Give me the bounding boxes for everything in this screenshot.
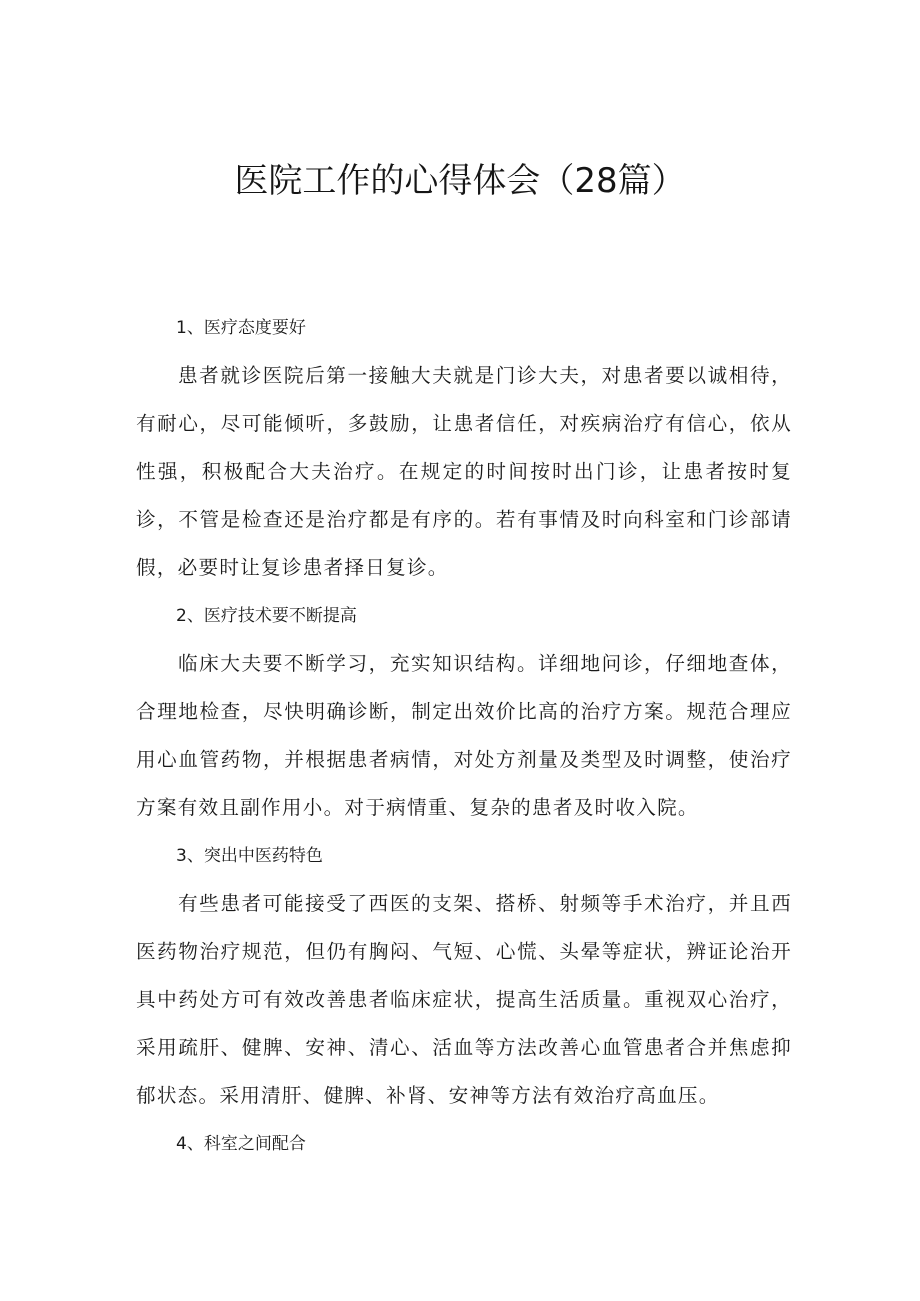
section-paragraph: 患者就诊医院后第一接触大夫就是门诊大夫，对患者要以诚相待，有耐心，尽可能倾听，多鼓励，让患者信任，对疾病治疗有信心，依从性强，积极配合大夫治疗。在规定的时间按时出门诊，让患者按时复诊，不管是检查还是治疗都是有序的。若有事情及时向科室和门诊部请假，必要时让复诊患者择日复诊。 xyxy=(136,364,792,579)
section-heading: 2、医疗技术要不断提高 xyxy=(176,606,357,626)
document-title: 医院工作的心得体会（28篇） xyxy=(234,161,686,201)
section-heading: 1、医疗态度要好 xyxy=(176,318,306,338)
section-heading: 4、科室之间配合 xyxy=(176,1134,306,1154)
section-heading: 3、突出中医药特色 xyxy=(176,846,323,866)
section-4 xyxy=(136,1120,792,1168)
section-paragraph: 临床大夫要不断学习，充实知识结构。详细地问诊，仔细地查体，合理地检查，尽快明确诊断，制定出效价比高的治疗方案。规范合理应用心血管药物，并根据患者病情，对处方剂量及类型及时调整，使治疗方案有效且副作用小。对于病情重、复杂的患者及时收入院。 xyxy=(136,652,792,819)
document-body xyxy=(136,304,792,1168)
section-3 xyxy=(136,832,792,1120)
section-paragraph: 有些患者可能接受了西医的支架、搭桥、射频等手术治疗，并且西医药物治疗规范，但仍有胸闷、气短、心慌、头晕等症状，辨证论治开具中药处方可有效改善患者临床症状，提高生活质量。重视双心治疗，采用疏肝、健脾、安神、清心、活血等方法改善心血管患者合并焦虑抑郁状态。采用清肝、健脾、补肾、安神等方法有效治疗高血压。 xyxy=(136,892,792,1107)
section-1 xyxy=(136,304,792,592)
section-2 xyxy=(136,592,792,832)
